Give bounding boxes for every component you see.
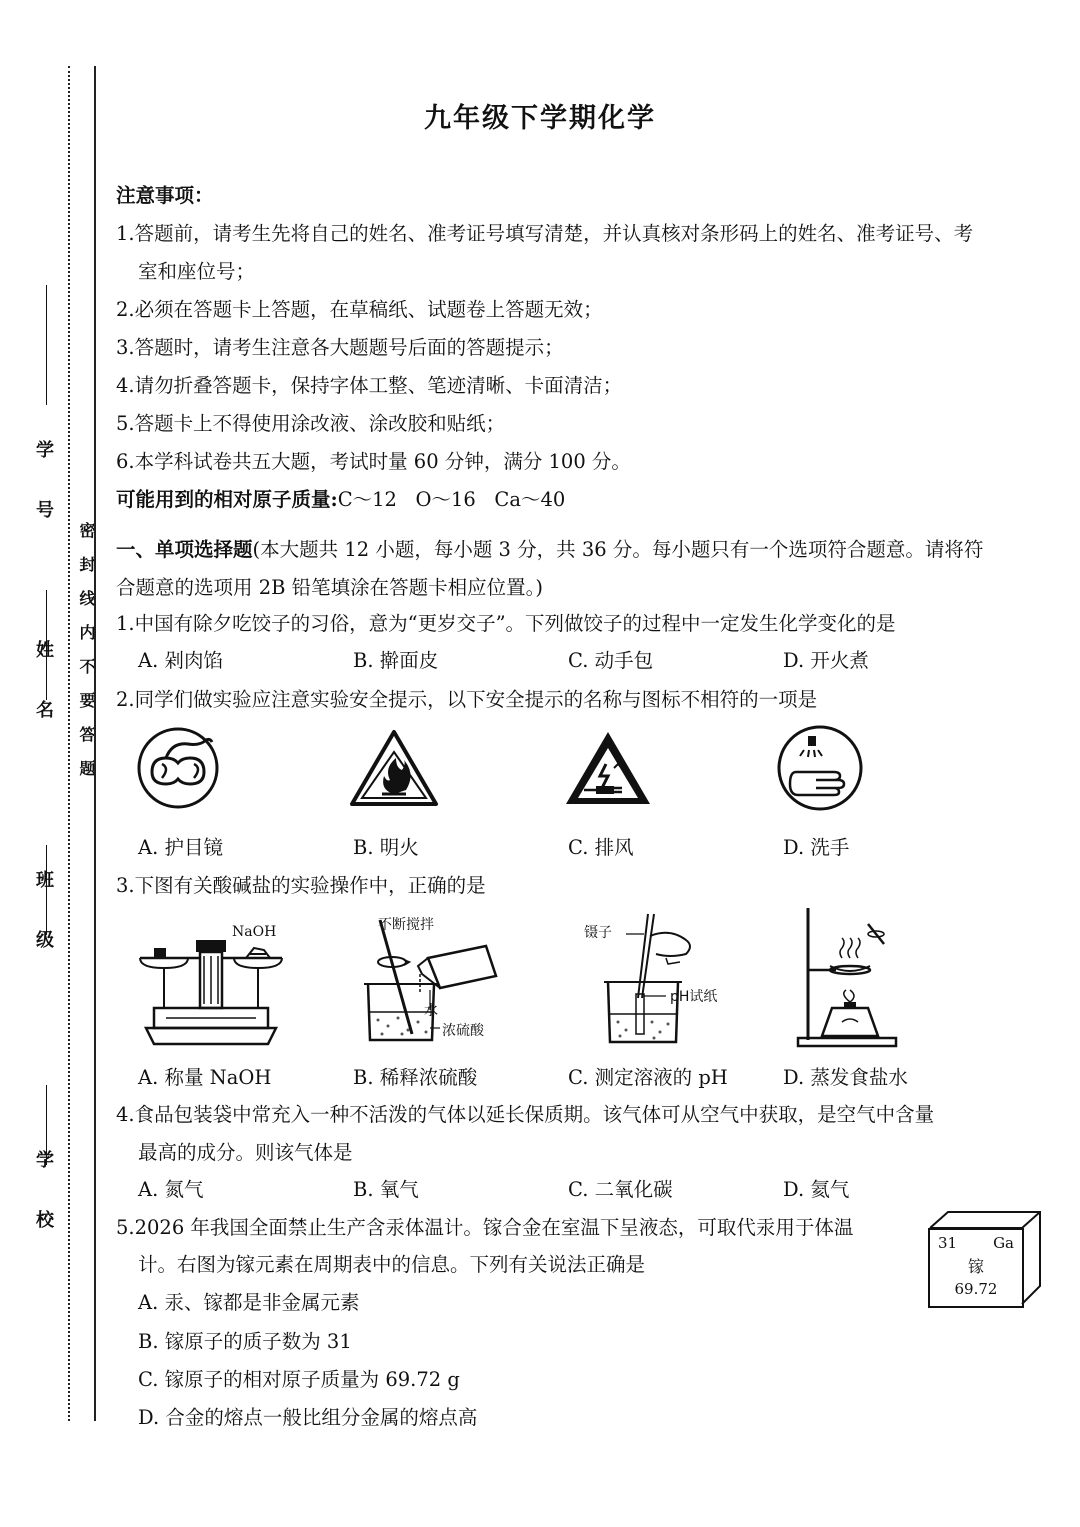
gallium-symbol: Ga xyxy=(993,1234,1014,1252)
open-flame-icon xyxy=(348,728,440,808)
q4-option-b[interactable]: B. 氧气 xyxy=(353,1178,419,1201)
atomic-mass-label: 可能用到的相对原子质量: xyxy=(116,488,338,511)
q3-option-a[interactable]: A. 称量 NaOH xyxy=(138,1066,272,1089)
section1-heading: 一、单项选择题 xyxy=(116,538,253,561)
question-3-stem: 3.下图有关酸碱盐的实验操作中，正确的是 xyxy=(116,874,486,897)
q1-option-b[interactable]: B. 擀面皮 xyxy=(353,649,439,672)
water-label: 水 xyxy=(424,1003,438,1019)
section1-desc: (本大题共 12 小题，每小题 3 分，共 36 分。每小题只有一个选项符合题意。请将符 xyxy=(252,538,984,561)
class-label: 班 级 xyxy=(33,870,54,967)
q3-option-b[interactable]: B. 稀释浓硫酸 xyxy=(353,1066,478,1089)
q2-option-a[interactable]: A. 护目镜 xyxy=(138,836,223,859)
section1-line1 xyxy=(116,534,983,562)
stir-label: 不断搅拌 xyxy=(378,917,434,933)
question-2-stem: 2.同学们做实验应注意实验安全提示，以下安全提示的名称与图标不相符的一项是 xyxy=(116,688,818,711)
school-label: 学 校 xyxy=(33,1150,54,1247)
q3-option-d[interactable]: D. 蒸发食盐水 xyxy=(783,1066,908,1089)
question-4-stem-cont: 最高的成分。则该气体是 xyxy=(138,1141,353,1164)
gallium-atomic-number: 31 xyxy=(938,1234,958,1252)
tweezers-label: 镊子 xyxy=(584,925,612,941)
notice-heading: 注意事项： xyxy=(116,184,214,207)
gallium-name: 镓 xyxy=(967,1257,984,1276)
q5-option-c[interactable]: C. 镓原子的相对原子质量为 69.72 g xyxy=(138,1368,460,1391)
notice-item: 1.答题前，请考生先将自己的姓名、准考证号填写清楚，并认真核对条形码上的姓名、准考证号、考 xyxy=(116,222,974,245)
notice-item: 6.本学科试卷共五大题，考试时量 60 分钟，满分 100 分。 xyxy=(116,450,631,473)
notice-item: 2.必须在答题卡上答题，在草稿纸、试题卷上答题无效； xyxy=(116,298,603,321)
number-line xyxy=(46,285,47,405)
seal-warning: 密封线内不要答题 xyxy=(77,522,96,794)
naoh-label: NaOH xyxy=(232,924,277,940)
acid-label: 浓硫酸 xyxy=(442,1023,484,1039)
atomic-mass-values: C～12 O～16 Ca～40 xyxy=(337,488,566,511)
q3-option-c[interactable]: C. 测定溶液的 pH xyxy=(568,1066,728,1089)
ph-paper-label: pH试纸 xyxy=(670,989,718,1005)
atomic-mass-line xyxy=(116,484,565,512)
ventilation-icon xyxy=(562,728,654,808)
q5-option-d[interactable]: D. 合金的熔点一般比组分金属的熔点高 xyxy=(138,1406,478,1429)
q4-option-c[interactable]: C. 二氧化碳 xyxy=(568,1178,673,1201)
notice-item: 5.答题卡上不得使用涂改液、涂改胶和贴纸； xyxy=(116,412,506,435)
question-4-stem: 4.食品包装袋中常充入一种不活泼的气体以延长保质期。该气体可从空气中获取，是空气中含量 xyxy=(116,1103,935,1126)
notice-item: 室和座位号； xyxy=(138,260,256,283)
notice-item: 3.答题时，请考生注意各大题题号后面的答题提示； xyxy=(116,336,564,359)
evaporation-illustration xyxy=(796,904,906,1048)
page-title: 九年级下学期化学 xyxy=(424,103,656,134)
q4-option-d[interactable]: D. 氦气 xyxy=(783,1178,850,1201)
q1-option-d[interactable]: D. 开火煮 xyxy=(783,649,869,672)
seal-dotted-line xyxy=(68,66,70,1421)
q2-option-b[interactable]: B. 明火 xyxy=(353,836,419,859)
q1-option-c[interactable]: C. 动手包 xyxy=(568,649,654,672)
goggles-icon xyxy=(136,726,220,810)
q2-option-c[interactable]: C. 排风 xyxy=(568,836,634,859)
ph-test-illustration xyxy=(596,912,706,1046)
notice-item: 4.请勿折叠答题卡，保持字体工整、笔迹清晰、卡面清洁； xyxy=(116,374,623,397)
gallium-element-tile xyxy=(928,1228,1024,1308)
question-5-stem: 5.2026 年我国全面禁止生产含汞体温计。镓合金在室温下呈液态，可取代汞用于体温 xyxy=(116,1216,854,1239)
number-label: 学 号 xyxy=(33,440,54,537)
seal-solid-line xyxy=(94,66,96,1421)
question-1-stem: 1.中国有除夕吃饺子的习俗，意为“更岁交子”。下列做饺子的过程中一定发生化学变化的是 xyxy=(116,612,896,635)
name-label: 姓 名 xyxy=(33,640,54,737)
hand-wash-icon xyxy=(776,724,864,812)
q4-option-a[interactable]: A. 氮气 xyxy=(138,1178,204,1201)
q2-option-d[interactable]: D. 洗手 xyxy=(783,836,850,859)
q1-option-a[interactable]: A. 剁肉馅 xyxy=(138,649,223,672)
gallium-atomic-mass: 69.72 xyxy=(954,1280,998,1298)
section1-desc-line2: 合题意的选项用 2B 铅笔填涂在答题卡相应位置。) xyxy=(116,576,543,599)
q5-option-b[interactable]: B. 镓原子的质子数为 31 xyxy=(138,1330,352,1353)
q5-option-a[interactable]: A. 汞、镓都是非金属元素 xyxy=(138,1291,360,1314)
question-5-stem-cont: 计。右图为镓元素在周期表中的信息。下列有关说法正确是 xyxy=(138,1253,646,1276)
